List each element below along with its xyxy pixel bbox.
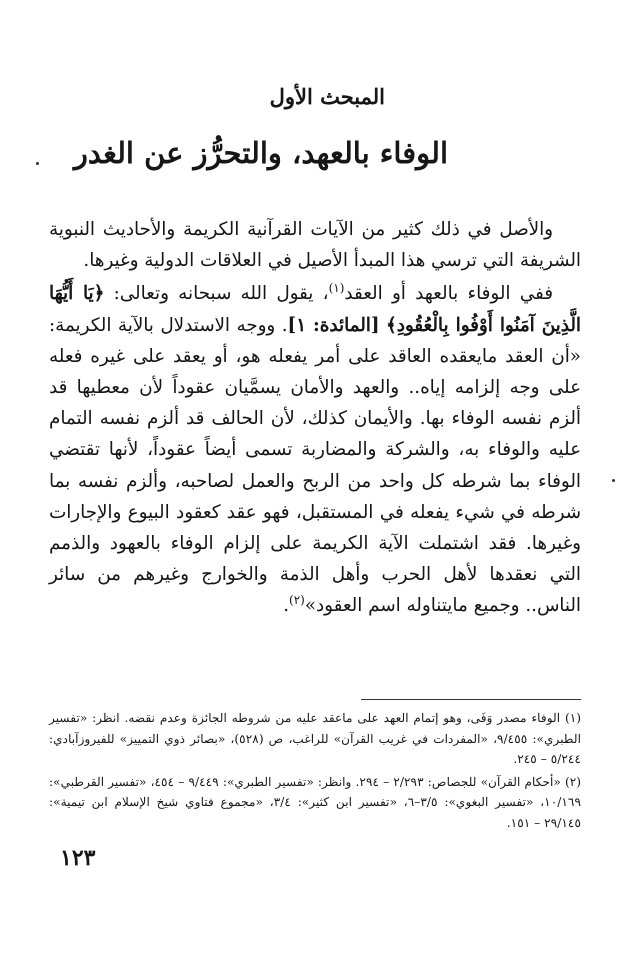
margin-dot (612, 479, 615, 482)
footnote-1-number: (١) (564, 711, 582, 725)
footnote-1 (49, 708, 581, 770)
footnote-2-number: (٢) (564, 774, 582, 789)
chapter-title: الوفاء بالعهد، والتحرُّز عن الغدر (73, 136, 448, 170)
paragraph-1: والأصل في ذلك كثير من الآيات القرآنية الكريمة والأحاديث النبوية الشريفة التي ترسي هذا المبدأ الأصيل في العلاقات الدولية وغيرها. (49, 219, 581, 272)
footnote-2 (49, 772, 581, 834)
paragraph-2-say: ، يقول الله سبحانه وتعالى: (104, 283, 329, 305)
footnote-2-text: «أحكام القرآن» للجصاص: ٢/٢٩٣ – ٢٩٤. وانظر: «تفسير الطبري»: ٩/٤٤٩ – ٤٥٤، «تفسير القرطبي»: ١٠/١٦٩، «تفسير البغوي»: ٣/٥–٦، «تفسير ابن كثير»: ٣/٤، «مجموع فتاوي شيخ الإسلام ابن تيمية»: ٢٩/١٤٥ – ١٥١. (49, 774, 582, 830)
paragraph-2-rest: . ووجه الاستدلال بالآية الكريمة: «أن العقد مايعقده العاقد على أمر يفعله هو، أو يعقد على غيره فعله على وجه إلزامه إياه.. والعهد والأمان يسمَّيان عقوداً لأن معطيها قد ألزم نفسه الوفاء بها. والأيمان كذلك، لأن الحالف قد ألزم نفسه التمام عليه والوفاء به، والشركة والمضاربة تسمى أيضاً عقوداً، لأنها تقتضي الوفاء بما شرطه كل واحد من الربح والعمل لصاحبه، وألزم نفسه بما شرطه في شيء يفعله في المستقبل، فهو عقد كعقود البيوع والإجارات وغيرها. فقد اشتملت الآية الكريمة على إلزام الوفاء بالعهود والذمم التي نعقدها لأهل الحرب وأهل الذمة والخوارج وغيرهم من سائر الناس.. وجميع مايتناوله اسم العقود» (49, 314, 581, 617)
footnote-ref-2: (٢) (289, 593, 305, 608)
margin-dot (36, 162, 39, 165)
footnote-1-text: الوفاء مصدر وَفَى، وهو إتمام العهد على ماعقد عليه من شروطه الجائزة وعدم نقضه. انظر: «تفسير الطبري»: ٩/٤٥٥، «المفردات في غريب القرآن» للراغب، ص (٥٢٨)، «بصائر ذوي التمييز» للفيروزآبادي: ٥/٢٤٤ – ٢٤٥. (49, 711, 582, 766)
main-text (49, 214, 581, 622)
footnotes (49, 708, 581, 835)
paragraph-2-end: . (283, 595, 289, 617)
page-number: ١٢٣ (60, 845, 96, 871)
quran-verse: ﴿يَا أَيُّهَا الَّذِينَ آمَنُوا أَوْفُوا بِالْعُقُودِ﴾ (49, 283, 582, 336)
verse-reference: [المائدة: ١] (287, 314, 380, 336)
footnote-divider (361, 699, 581, 700)
paragraph-2-intro: ففي الوفاء بالعهد أو العقد (344, 283, 553, 305)
footnote-ref-1: (١) (328, 281, 345, 296)
paragraph-2 (49, 278, 581, 621)
section-heading: المبحث الأول (269, 84, 385, 109)
